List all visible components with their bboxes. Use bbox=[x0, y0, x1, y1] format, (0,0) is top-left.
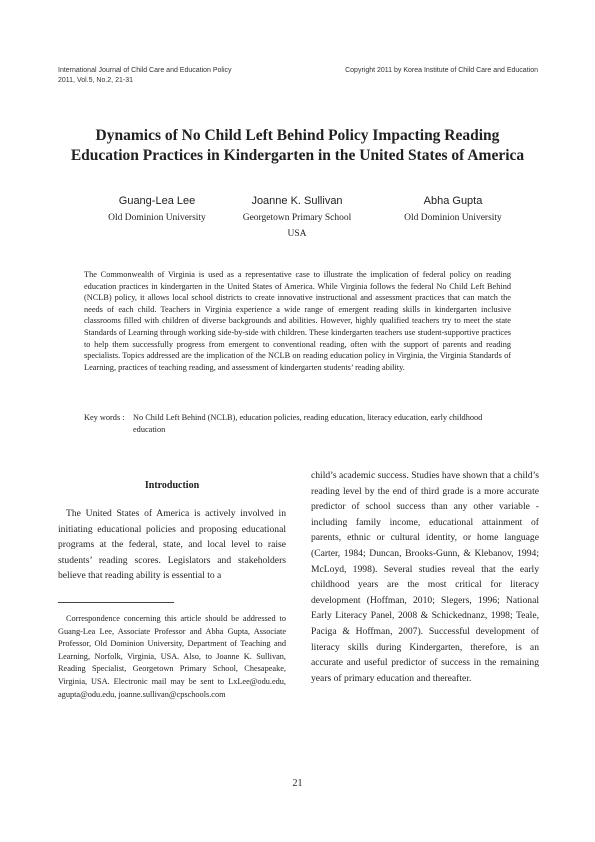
journal-name: International Journal of Child Care and Education Policy bbox=[58, 67, 232, 74]
correspondence-footnote bbox=[58, 613, 286, 701]
intro-paragraph-continued: child’s academic success. Studies have shown that a child’s reading level by the end of third grade is a more accurate predictor of school success than any other variable - including family income, educational attainment of parents, ethnic or cultural identity, or home language (Carter, 1984; Duncan, Brooks-Gunn, & Klebanov, 1994; McLoyd, 1998). Several studies reveal that the early childhood years are the most critical for literacy development (Hoffman, 2010; Slegers, 1996; National Early Literacy Panel, 2008 & Schickednanz, 1998; Teale, Paciga & Hoffman, 2007). Successful development of literacy skills during Kindergarten, therefore, is an accurate and useful predictor of success in the remaining years of primary education and thereafter. bbox=[311, 470, 539, 684]
title-line-2: Education Practices in Kindergarten in the United States of America bbox=[70, 147, 525, 164]
author-affiliation: Old Dominion University bbox=[404, 213, 502, 223]
running-header-right bbox=[345, 66, 538, 76]
paper-title bbox=[40, 126, 555, 166]
keywords bbox=[84, 412, 511, 435]
title-line-1: Dynamics of No Child Left Behind Policy Impacting Reading bbox=[95, 127, 500, 144]
author-affiliation: Georgetown Primary School bbox=[242, 213, 352, 223]
abstract: The Commonwealth of Virginia is used as a representative case to illustrate the implication of federal policy on reading education practices in kindergarten in the United States of America. While Virginia follows the federal No Child Left Behind (NCLB) policy, it allows local school districts to create innovative instructional and assessment practices that can match the needs of each child. Teachers in Virginia experience a wide range of emergent reading skills in kindergarten inclusive classrooms filled with children of diverse backgrounds and abilities. However, highly qualified teachers try to meet the state Standards of Learning through working side-by-side with children. These kindergarten teachers use student-supportive practices to help them successfully progress from emergent to conventional reading, often with the support of parents and reading specialists. Topics addressed are the implication of the NCLB on reading education policy in Virginia, the Virginia Standards of Learning, practices of teaching reading, and assessment of kindergarten students’ reading ability. bbox=[84, 270, 511, 372]
keywords-label: Key words : bbox=[84, 413, 125, 422]
running-header-left bbox=[58, 66, 232, 86]
intro-column-left bbox=[58, 506, 286, 584]
keywords-text: No Child Left Behind (NCLB), education policies, reading education, literacy education, early childhood education bbox=[133, 413, 483, 434]
section-heading-introduction: Introduction bbox=[144, 480, 200, 491]
author-2 bbox=[212, 194, 382, 241]
footnote-text: Correspondence concerning this article should be addressed to Guang-Lea Lee, Associate Professor and Abha Gupta, Associate Professor, Old Dominion University, Department of Teaching and Learning, Norfolk, Virginia, USA. Also, to Joanne K. Sullivan, Reading Specialist, Georgetown Primary School, Chesapeake, Virginia, USA. Electronic mail may be sent to LxLee@odu.edu, agupta@odu.edu, joanne.sullivan@cpschools.com bbox=[58, 614, 286, 699]
intro-column-right bbox=[311, 468, 539, 686]
footnote-divider bbox=[58, 602, 174, 603]
intro-paragraph: The United States of America is actively involved in initiating educational policies and proposing educational programs at the federal, state, and local level to raise students’ reading scores. Legislators and stakeholders believe that reading ability is essential to a bbox=[58, 508, 286, 582]
author-name: Guang-Lea Lee bbox=[118, 195, 196, 207]
journal-volume: 2011, Vol.5, No.2, 21-31 bbox=[58, 77, 133, 84]
author-3 bbox=[368, 194, 538, 225]
author-affiliation: Old Dominion University bbox=[108, 213, 206, 223]
page-number: 21 bbox=[292, 778, 303, 789]
author-name: Abha Gupta bbox=[423, 195, 483, 207]
copyright-notice: Copyright 2011 by Korea Institute of Child Care and Education bbox=[345, 67, 538, 74]
author-name: Joanne K. Sullivan bbox=[251, 195, 343, 207]
author-country: USA bbox=[287, 229, 307, 239]
